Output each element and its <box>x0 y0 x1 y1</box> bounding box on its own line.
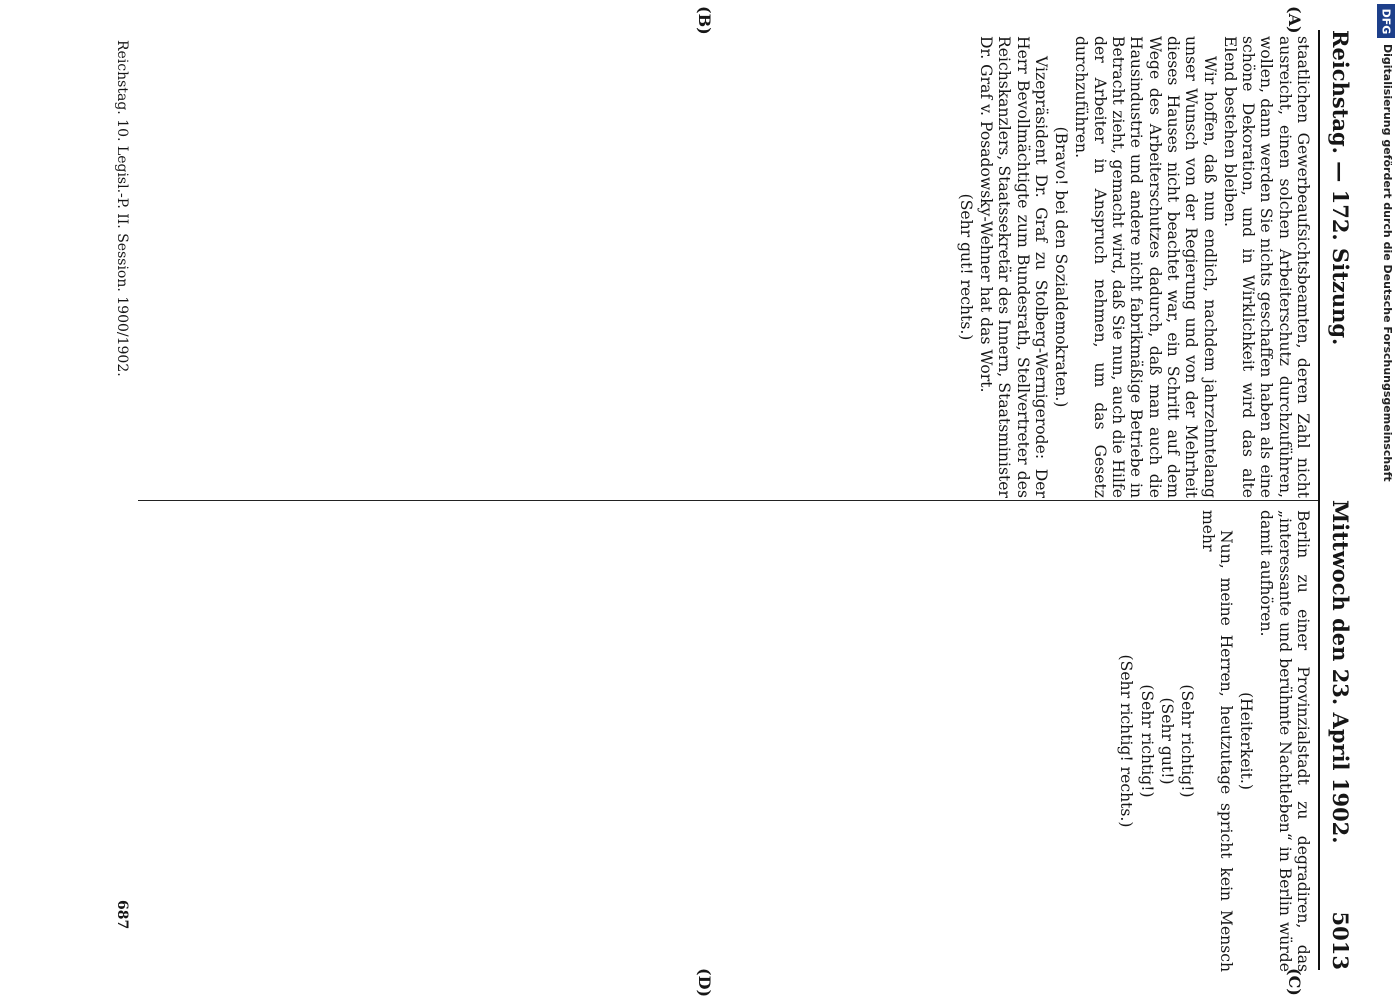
header-rule <box>1318 30 1320 970</box>
margin-mark-a: (A) <box>1285 6 1304 34</box>
interjection: (Sehr richtig!) <box>1178 684 1197 798</box>
interjection: (Bravo! bei den Sozialdemokraten.) <box>1052 126 1071 408</box>
dfg-logo: DFG <box>1377 4 1395 38</box>
session-footer: Reichstag. 10. Legisl.-P. II. Session. 1900/1902. <box>114 40 130 377</box>
header-page-number: 5013 <box>1328 911 1354 970</box>
digitization-strip <box>1375 0 1397 1000</box>
digitization-credit: Digitalisierung gefördert durch die Deutsche Forschungsgemeinschaft <box>1381 44 1394 482</box>
interjection: (Sehr gut!) <box>1157 697 1176 785</box>
paragraph: Nun, meine Herren, heutzutage spricht kein Mensch mehr <box>1198 510 1235 972</box>
header-date: Mittwoch den 23. April 1902. <box>1328 500 1354 844</box>
interjection: (Sehr gut! rechts.) <box>956 193 975 341</box>
interjection: (Sehr richtig! rechts.) <box>1117 654 1136 828</box>
column-divider <box>138 500 1318 501</box>
left-text-column <box>144 36 1312 498</box>
interjection: (Heiterkeit.) <box>1237 692 1256 790</box>
rotated-page <box>104 0 1364 1000</box>
sheet-signature: 687 <box>114 900 130 930</box>
running-header <box>1324 30 1358 970</box>
paragraph: Vizepräsident Dr. Graf zu Stolberg-Wernigerode: Der Herr Bevollmächtigte zum Bundesrath, Stellvertreter des Reichskanzlers, Staatssekretär des Innern, Staatsminister Dr. Graf v. Posadowsky-Wehner hat das Wort. <box>976 36 1050 498</box>
paragraph: Wir hoffen, daß nun endlich, nachdem jahrzehntelang unser Wunsch von der Regierung und von der Mehrheit dieses Hauses nicht beachtet war, ein Schritt auf dem Wege des Arbeiterschutzes dadurch, daß man auch die Hausindustrie und andere nicht fabrikmäßige Betriebe in Betracht zieht, gemacht wird, daß Sie nun, auch die Hilfe der Arbeiter in Anspruch nehmen, um das Gesetz durchzuführen. <box>1072 36 1219 498</box>
right-text-column <box>144 510 1312 972</box>
header-left-title: Reichstag. — 172. Sitzung. <box>1328 30 1354 346</box>
margin-mark-c: (C) <box>1285 968 1304 996</box>
paragraph: staatlichen Gewerbeaufsichtsbeamten, deren Zahl nicht ausreicht, einen solchen Arbeiterschutz durchzuführen, wollen, dann werden Sie nichts geschaffen haben als eine schöne Dekoration, und in Wirklichkeit wird das alte Elend bestehen bleiben. <box>1220 36 1312 498</box>
margin-mark-b: (B) <box>695 6 714 35</box>
margin-mark-d: (D) <box>695 968 714 998</box>
interjection: (Sehr richtig!) <box>1137 684 1156 798</box>
paragraph: Berlin zu einer Provinzialstadt zu degradiren, das „interessante und berühmte Nachtleben“ in Berlin würde damit aufhören. <box>1257 510 1312 972</box>
